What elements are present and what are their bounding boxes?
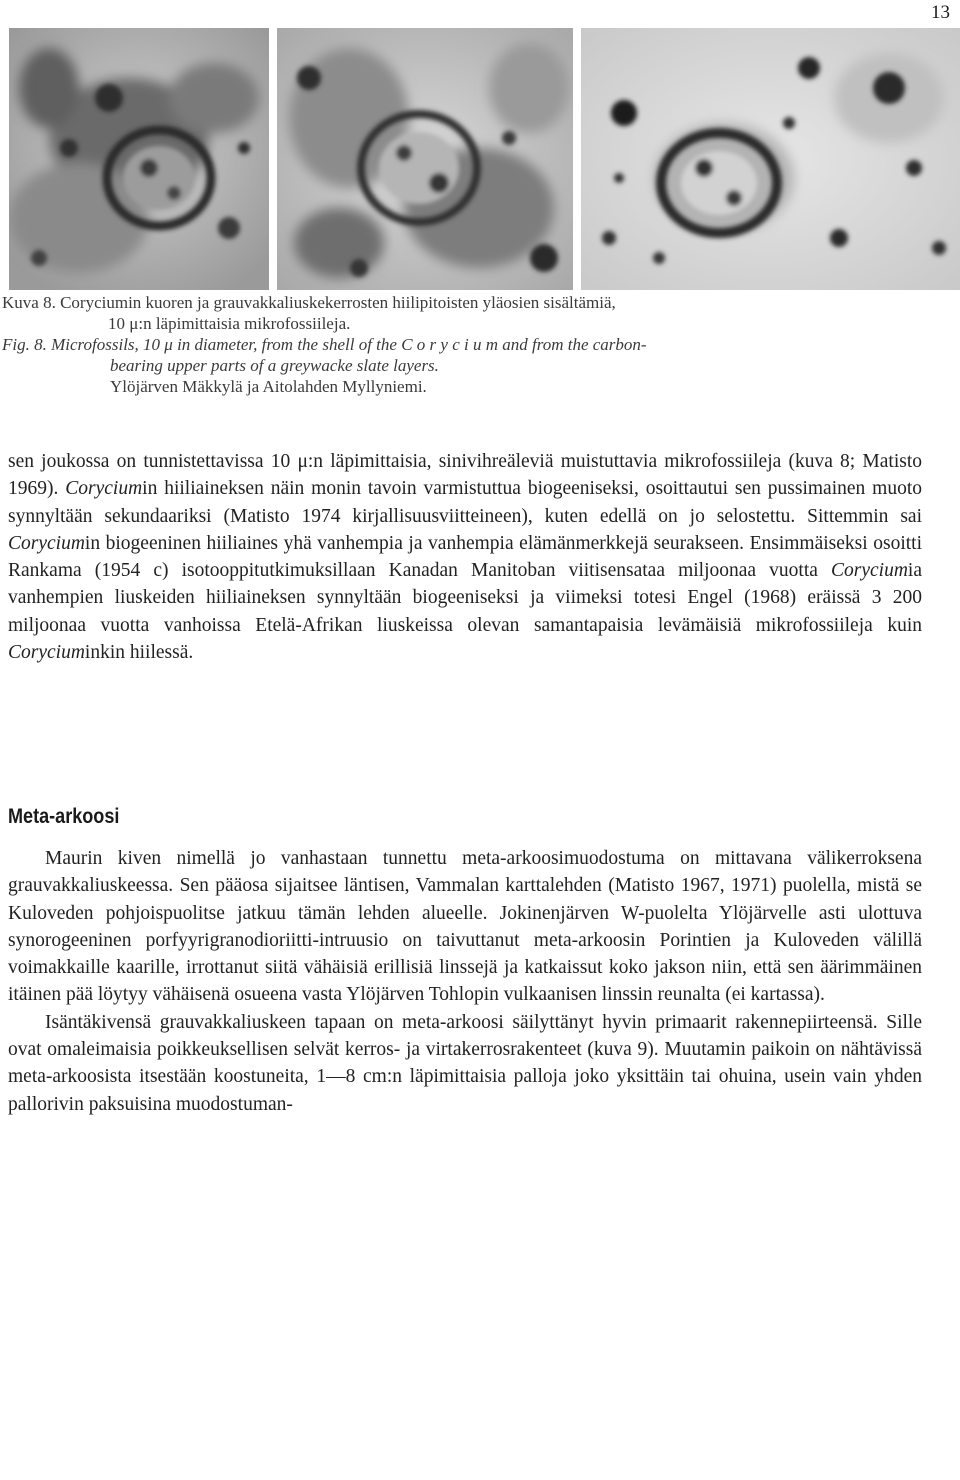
text-run: sen joukossa on tunnistettavissa 10 μ:n läpimittaisia, sinivihreäleviä muistuttavia mikrofossiileja (kuva 8; Matisto 1969).	[8, 451, 922, 500]
italic-term: Corycium	[8, 642, 85, 664]
italic-term: Corycium	[8, 532, 85, 554]
caption-location: Ylöjärven Mäkkylä ja Aitolahden Myllyniemi.	[110, 377, 427, 396]
caption-finnish-line-1: Kuva 8. Coryciumin kuoren ja grauvakkaliuskekerrosten hiilipitoisten yläosien sisältämiä,	[2, 293, 616, 312]
page-number: 13	[931, 2, 950, 23]
italic-term: Corycium	[65, 478, 143, 500]
text-run: inkin hiilessä.	[84, 642, 194, 664]
micrograph-image	[9, 28, 960, 290]
body-paragraph-1	[8, 448, 922, 666]
caption-finnish-line-2: 10 μ:n läpimittaisia mikrofossiileja.	[108, 314, 351, 333]
micrograph-panel-2	[275, 28, 575, 290]
text-run: in hiiliaineksen näin monin tavoin varmistuttua biogeeniseksi, osoittautui sen pussimainen muoto synnyltään sekundaariksi (Matisto 1974 kirjallisuusviitteineen), kuten edellä on jo selostettu. Sittemmin sai	[8, 478, 922, 527]
caption-english-line-2: bearing upper parts of a greywacke slate layers.	[110, 356, 439, 375]
section-paragraph-1: Maurin kiven nimellä jo vanhastaan tunnettu meta-arkoosimuodostuma on mittavana välikerroksena grauvakkaliuskeessa. Sen pääosa sijaitsee läntisen, Vammalan karttalehden (Matisto 1967, 1971) puolella, mistä se Kuloveden pohjoispuolitse jatkuu tämän lehden alueelle. Jokinenjärven W-puolelta Ylöjärvelle asti ulottuva synorogeeninen porfyyrigranodioriitti-intruusio on taivuttanut meta-arkoosin Porintien ja Kuloveden välillä voimakkaille kaarille, irrottanut siitä vähäisiä erillisiä linssejä ja katkaissut koko jakson niin, että sen äärimmäinen itäinen pää löytyy vähäisenä osueena vasta Ylöjärven Tohlopin vulkaanisen linssin reunalta (ei kartassa).	[8, 848, 922, 1006]
section-body	[8, 845, 922, 1118]
text-run: in biogeeninen hiiliaines yhä vanhempia ja vanhempia elämänmerkkejä seurakseen. Ensimmäiseksi osoitti Rankama (1954 c) isotooppitutkimuksillaan Kanadan Manitoban viitisensataa miljoonaa vuotta	[8, 532, 922, 582]
paragraph-corycium	[8, 448, 922, 666]
figure-8-micrographs	[9, 28, 960, 290]
micrograph-panel-3	[579, 28, 960, 290]
micrograph-panel-1	[9, 28, 271, 290]
italic-term: Corycium	[831, 560, 908, 582]
section-heading: Meta-arkoosi	[8, 805, 120, 828]
caption-english-line-1: Fig. 8. Microfossils, 10 μ in diameter, from the shell of the C o r y c i u m and from the carbon-	[2, 335, 647, 354]
text-run: ia vanhempien liuskeiden hiiliaineksen synnyltään biogeeniseksi ja viimeksi totesi Engel (1968) eräissä 3 200 miljoonaa vuotta vanhoissa Etelä-Afrikan liuskeissa olevan samantapaisia levämäisiä mikrofossiileja kuin	[8, 560, 922, 636]
section-paragraph-2: Isäntäkivensä grauvakkaliuskeen tapaan on meta-arkoosi säilyttänyt hyvin primaarit rakennepiirteensä. Sille ovat omaleimaisia poikkeuksellisen selvät kerros- ja virtakerrosrakenteet (kuva 9). Muutamin paikoin on nähtävissä meta-arkoosista itsestään koostuneita, 1—8 cm:n läpimittaisia palloja joko yksittäin tai ohuina, usein vain yhden pallorivin paksuisina muodostuman-	[8, 1011, 922, 1115]
